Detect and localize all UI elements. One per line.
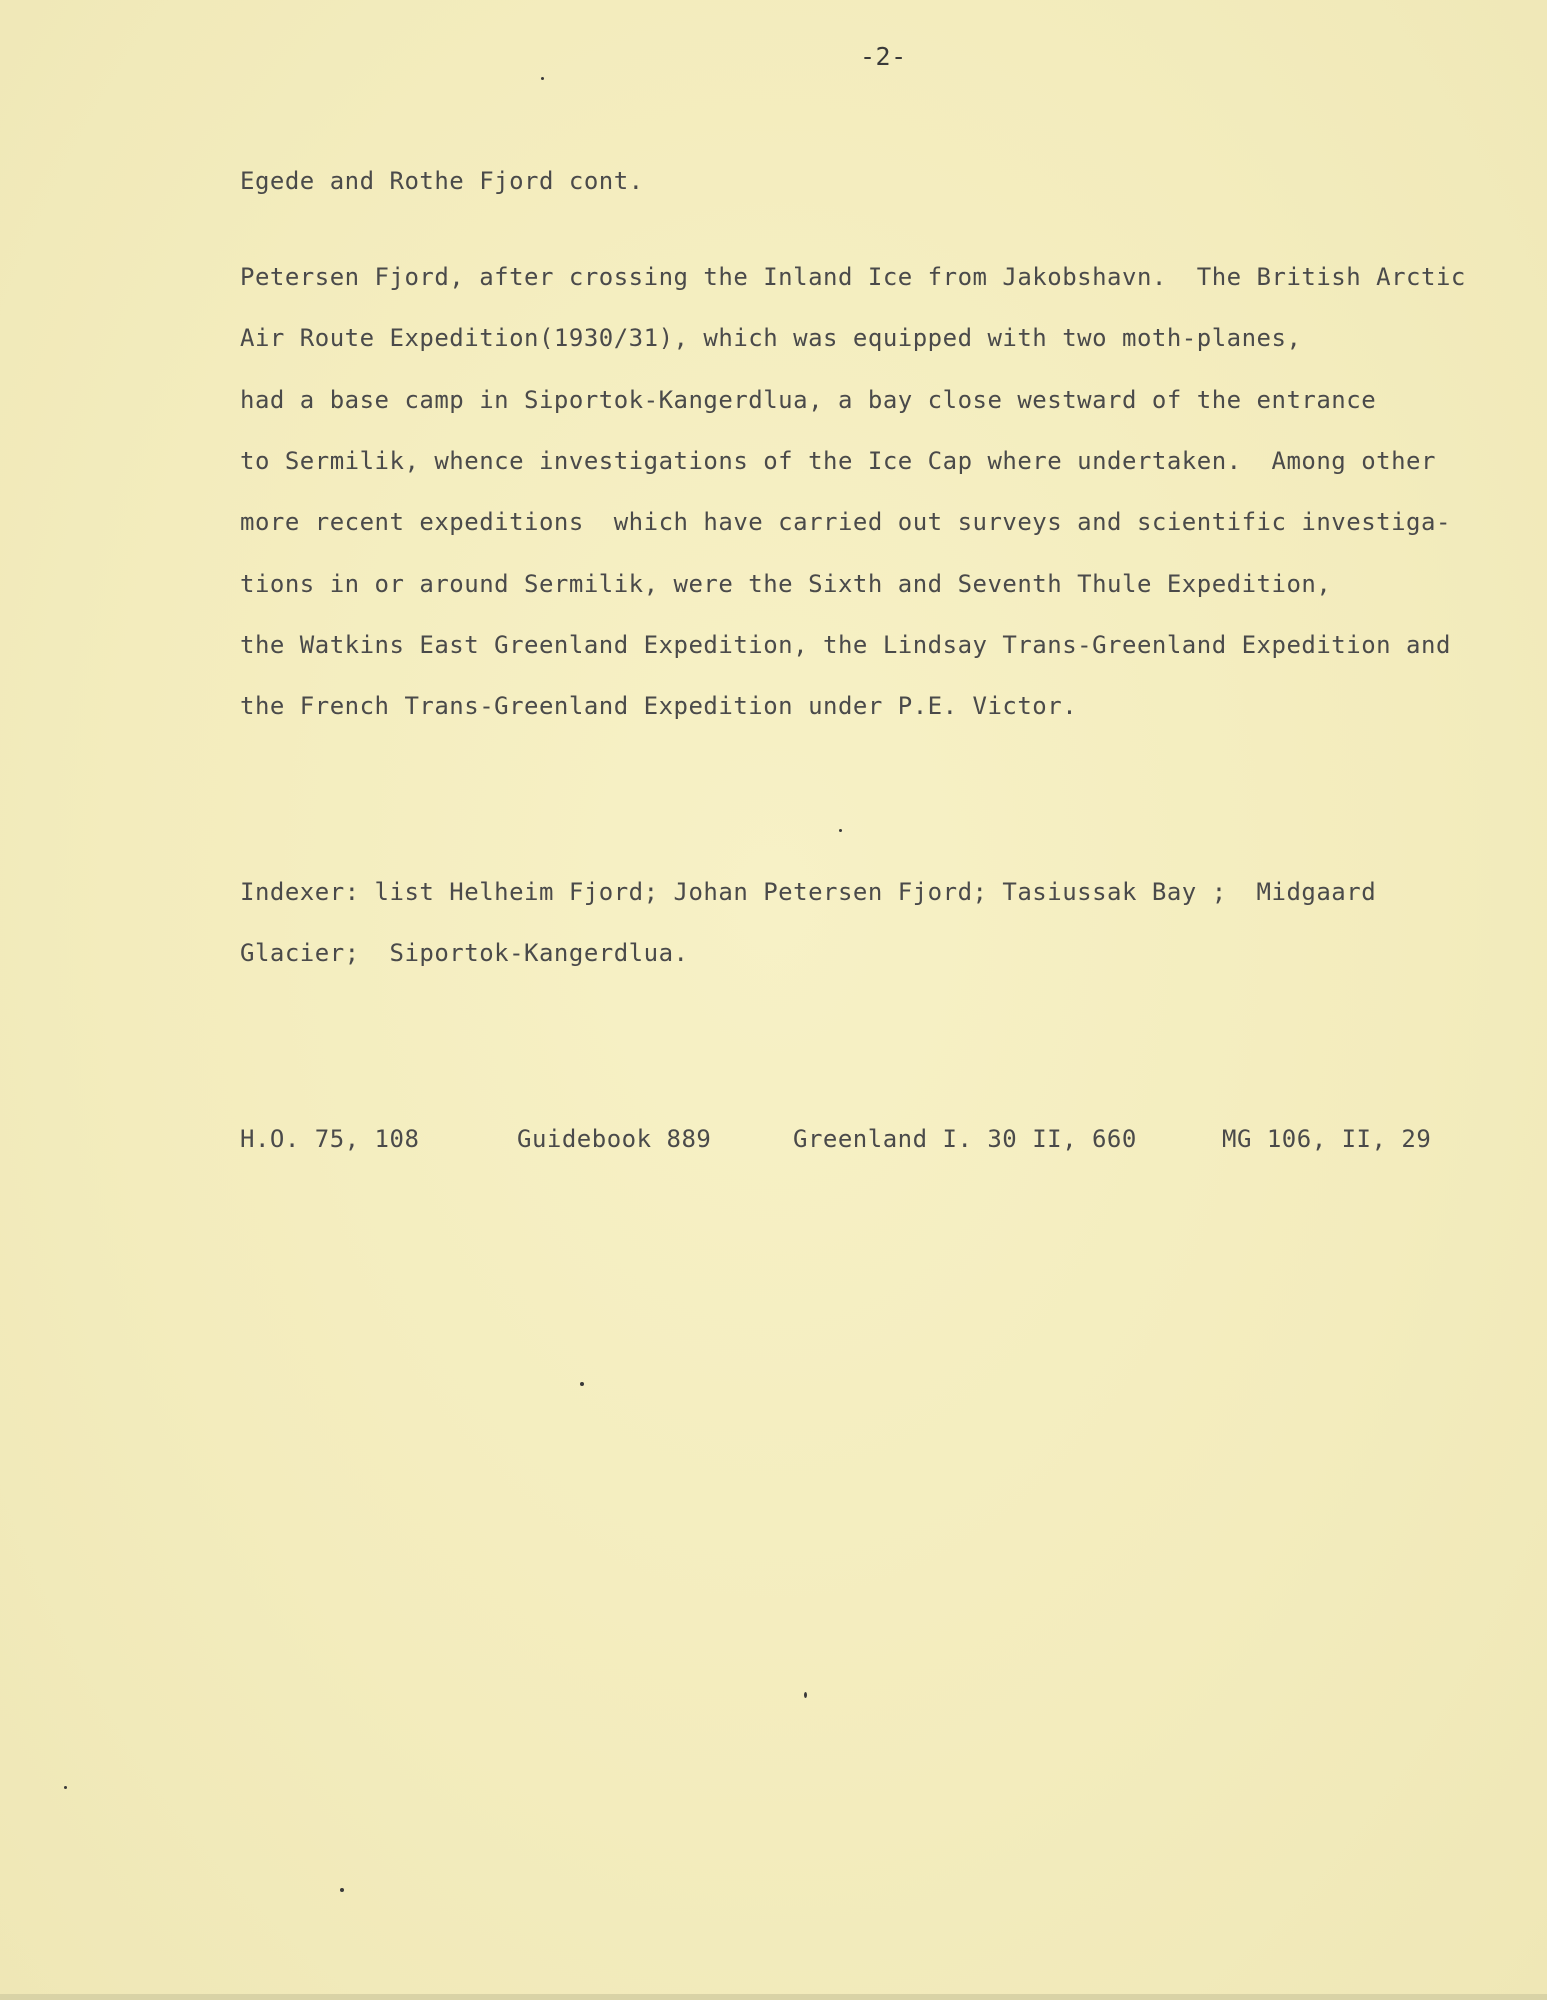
paragraph-line: the Watkins East Greenland Expedition, the Lindsay Trans-Greenland Expedition and: [240, 631, 1451, 659]
paragraph-line: Petersen Fjord, after crossing the Inland Ice from Jakobshavn. The British Arctic: [240, 263, 1466, 291]
reference-guidebook: Guidebook 889: [517, 1125, 712, 1153]
reference-ho: H.O. 75, 108: [240, 1125, 420, 1153]
paper-speck: [340, 1888, 344, 1892]
paragraph-line: more recent expeditions which have carried out surveys and scientific investiga-: [240, 508, 1451, 536]
paper-speck: [541, 77, 544, 80]
reference-mg: MG 106, II, 29: [1222, 1125, 1432, 1153]
page-bottom-edge: [0, 1994, 1547, 2000]
paragraph-line: Air Route Expedition(1930/31), which was equipped with two moth-planes,: [240, 324, 1302, 352]
paper-speck: [64, 1786, 67, 1789]
paper-speck: [580, 1382, 584, 1386]
page-number: -2-: [860, 42, 907, 71]
paper-speck: [839, 829, 842, 832]
reference-greenland: Greenland I. 30 II, 660: [793, 1125, 1137, 1153]
paper-speck: [804, 1692, 807, 1698]
section-heading: Egede and Rothe Fjord cont.: [240, 167, 644, 195]
paragraph-line: to Sermilik, whence investigations of the Ice Cap where undertaken. Among other: [240, 447, 1436, 475]
paragraph-line: the French Trans-Greenland Expedition under P.E. Victor.: [240, 692, 1078, 720]
paragraph-line: had a base camp in Siportok-Kangerdlua, a bay close westward of the entrance: [240, 386, 1377, 414]
paragraph-line: tions in or around Sermilik, were the Sixth and Seventh Thule Expedition,: [240, 570, 1332, 598]
indexer-line: Indexer: list Helheim Fjord; Johan Petersen Fjord; Tasiussak Bay ; Midgaard: [240, 878, 1377, 906]
indexer-line: Glacier; Siportok-Kangerdlua.: [240, 939, 689, 967]
